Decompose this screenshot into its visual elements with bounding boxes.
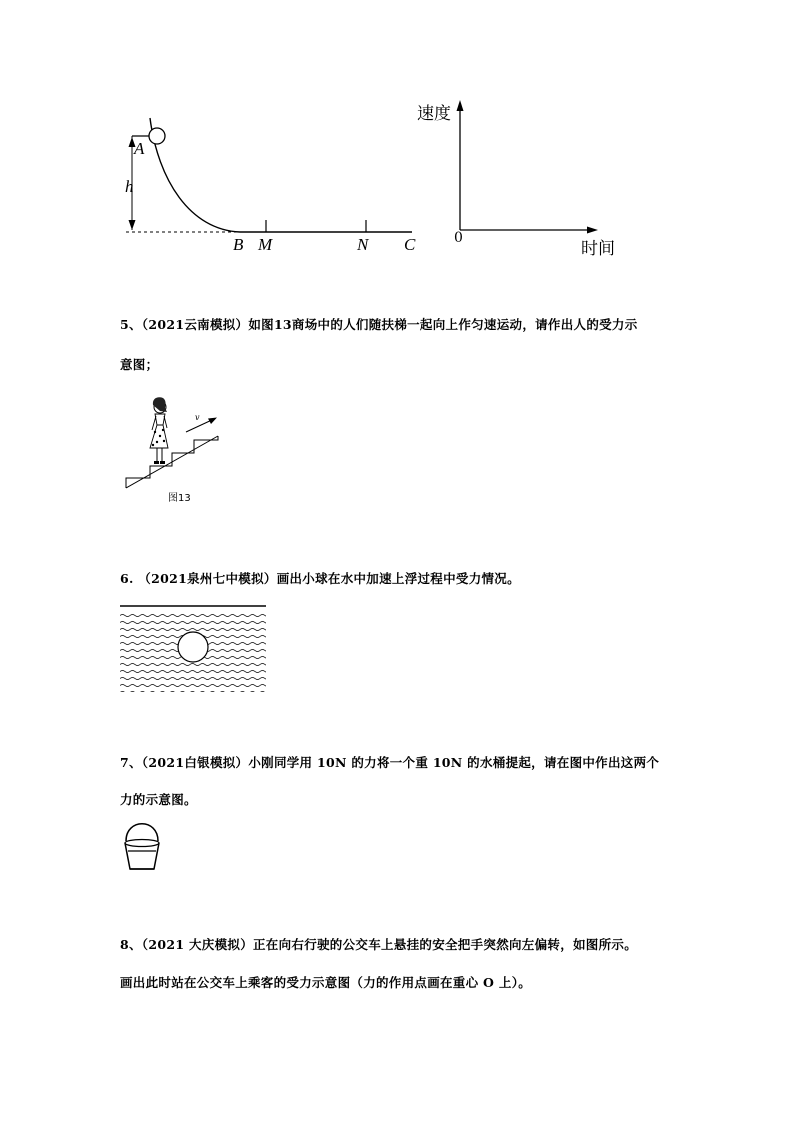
q5-text-line1: 5、（2021云南模拟）如图13商场中的人们随扶梯一起向上作匀速运动，请作出人的受力示 bbox=[120, 317, 638, 332]
q5-text-line2: 意图； bbox=[120, 357, 159, 372]
point-b-label: B bbox=[233, 235, 244, 254]
speed-axis-label: 速度 bbox=[417, 104, 451, 124]
time-axis-label: 时间 bbox=[581, 239, 615, 259]
q7-text-line1: 7、（2021白银模拟）小刚同学用 10N 的力将一个重 10N 的水桶提起，请在图中作出这两个 bbox=[120, 755, 660, 770]
point-m-label: M bbox=[258, 235, 273, 254]
point-c-label: C bbox=[404, 235, 416, 254]
height-label: h bbox=[125, 177, 134, 196]
point-a-label: A bbox=[134, 139, 145, 158]
q8-text-line2: 画出此时站在公交车上乘客的受力示意图（力的作用点画在重心 O 上）。 bbox=[120, 975, 532, 990]
origin-label: 0 bbox=[454, 230, 463, 246]
q7-text-line2: 力的示意图。 bbox=[120, 792, 197, 807]
q6-text-line1: 6. （2021泉州七中模拟）画出小球在水中加速上浮过程中受力情况。 bbox=[120, 571, 520, 586]
velocity-label: v bbox=[195, 413, 200, 422]
figure-13-caption: 图13 bbox=[168, 493, 191, 504]
point-n-label: N bbox=[357, 235, 369, 254]
q8-text-line1: 8、（2021 大庆模拟）正在向右行驶的公交车上悬挂的安全把手突然向左偏转，如图所示。 bbox=[120, 937, 637, 952]
